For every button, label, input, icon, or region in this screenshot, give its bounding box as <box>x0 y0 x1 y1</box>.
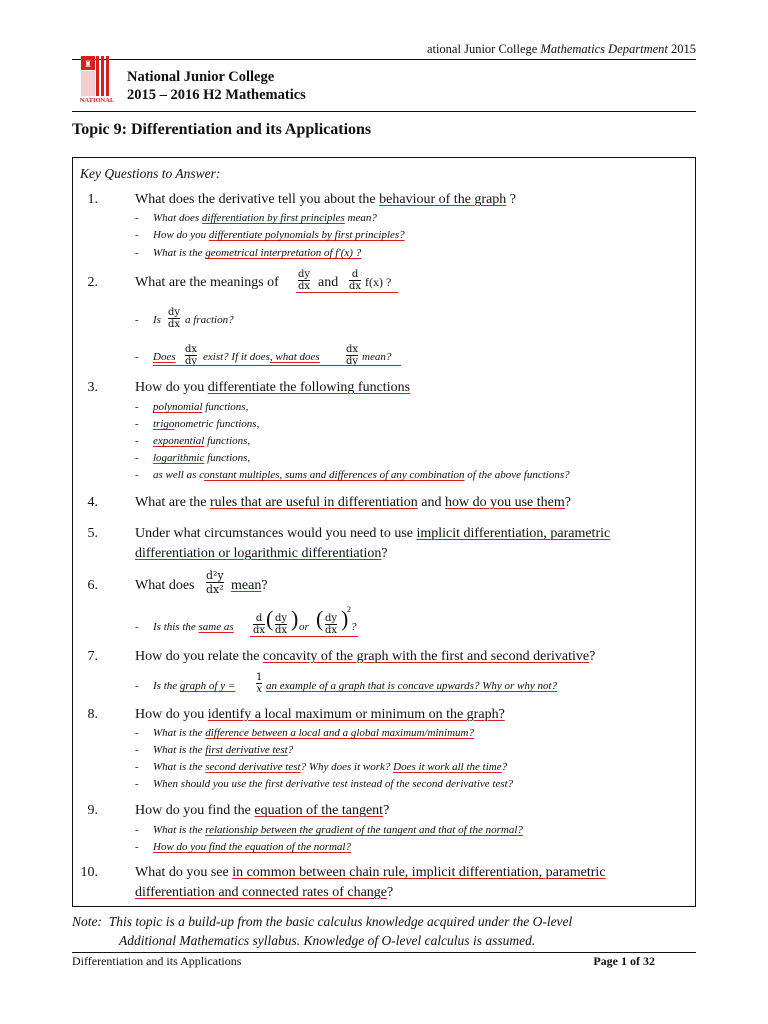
svg-text:NATIONAL: NATIONAL <box>79 97 115 104</box>
question-number: 5. <box>87 526 98 541</box>
running-header: ational Junior College Mathematics Department 2015 <box>426 42 696 56</box>
question-3-sub-2: trigonometric functions, <box>153 418 260 430</box>
question-1: What does the derivative tell you about the behaviour of the graph ? <box>135 192 516 207</box>
note: Note: This topic is a build-up from the basic calculus knowledge acquired under the O-level Additional Mathematics syllabus. Knowledge of O-level calculus is assumed. <box>72 914 573 948</box>
page-number: Page 1 of 32 <box>593 954 655 968</box>
question-8-sub-4: When should you use the first derivative test instead of the second derivative test? <box>153 778 514 790</box>
question-1-sub-2: How do you differentiate polynomials by first principles? <box>153 229 405 241</box>
question-7-sub-1: Is the graph of y = <box>153 680 236 692</box>
question-3-sub-4: logarithmic functions, <box>153 452 251 464</box>
topic-title: Topic 9: Differentiation and its Applications <box>72 121 372 138</box>
question-10-line-2: differentiation and connected rates of change? <box>135 885 394 900</box>
svg-text:♜: ♜ <box>83 60 93 70</box>
question-2-sub-2: Does <box>153 351 176 363</box>
question-8: How do you identify a local maximum or minimum on the graph? <box>135 707 505 722</box>
question-5-line-1: Under what circumstances would you need to use implicit differentiation, parametric <box>135 526 611 541</box>
question-3-sub-1: polynomial functions, <box>153 401 249 413</box>
question-8-sub-3: What is the second derivative test? Why does it work? Does it work all the time? <box>153 761 508 773</box>
footer-title: Differentiation and its Applications <box>72 954 242 968</box>
question-2-sub-1: Is <box>153 314 161 326</box>
question-number: 8. <box>87 707 98 722</box>
question-number: 2. <box>87 275 98 290</box>
fraction-dy-dx: $\frac{dy}{dx}$ <box>298 269 311 292</box>
fraction-1-x: $\frac{1}{x}$ <box>256 672 263 695</box>
question-8-sub-1: What is the difference between a local and a global maximum/minimum? <box>153 727 474 739</box>
college-block <box>127 68 306 104</box>
question-number: 3. <box>87 380 98 395</box>
fraction-dx-dy: $\frac{dx}{dy}$ <box>346 344 359 367</box>
question-3-sub-5: as well as constant multiples, sums and differences of any combination of the above functions? <box>153 469 570 481</box>
question-9-sub-2: How do you find the equation of the normal? <box>153 841 351 853</box>
fraction-dy-dx: $\frac{dy}{dx}$ <box>275 613 288 636</box>
underline-mark <box>153 365 401 366</box>
question-number: 10. <box>80 865 98 880</box>
question-number: 9. <box>87 803 98 818</box>
underline-mark <box>296 292 398 293</box>
question-number: 6. <box>87 578 98 593</box>
title-rule <box>72 111 696 112</box>
fraction-dx-dy: $\frac{dx}{dy}$ <box>185 344 198 367</box>
f-of-x: f(x) ? <box>365 275 392 289</box>
fraction-dy-dx: $\frac{dy}{dx}$ <box>325 613 338 636</box>
question-1-sub-3: What is the geometrical interpretation of f′(x) ? <box>153 247 362 259</box>
question-2: What are the meanings of <box>135 275 279 290</box>
header-rule <box>72 59 696 60</box>
college-logo <box>72 56 122 104</box>
question-10-line-1: What do you see in common between chain rule, implicit differentiation, parametric <box>135 865 606 880</box>
question-6: What does <box>135 578 195 593</box>
question-4: What are the rules that are useful in differentiation and how do you use them? <box>135 495 571 510</box>
course-name: 2015 – 2016 H2 Mathematics <box>127 87 306 103</box>
question-6-sub-1: Is this the same as <box>153 621 234 633</box>
question-5-line-2: differentiation or logarithmic differentiation? <box>135 546 388 561</box>
fraction-d-dx: $\frac{d}{dx}$ <box>253 613 266 636</box>
fraction-d-dx: $\frac{d}{dx}$ <box>349 269 362 292</box>
college-name: National Junior College <box>127 69 275 85</box>
question-3-sub-3: exponential functions, <box>153 435 251 447</box>
question-number: 4. <box>87 495 98 510</box>
question-7: How do you relate the concavity of the graph with the first and second derivative? <box>135 649 596 664</box>
key-questions-title: Key Questions to Answer: <box>80 166 221 181</box>
question-8-sub-2: What is the first derivative test? <box>153 744 294 756</box>
fraction-d2y-dx2: $\frac{\text{d²y}}{\text{dx²}}$ <box>206 569 224 596</box>
underline-mark <box>250 636 358 637</box>
question-number: 7. <box>87 649 98 664</box>
question-9-sub-1: What is the relationship between the gradient of the tangent and that of the normal? <box>153 824 523 836</box>
fraction-dy-dx: $\frac{dy}{dx}$ <box>168 307 181 330</box>
question-9: How do you find the equation of the tangent? <box>135 803 390 818</box>
question-1-sub-1: What does differentiation by first principles mean? <box>153 212 377 224</box>
question-number: 1. <box>87 192 98 207</box>
question-3: How do you differentiate the following functions <box>135 380 411 395</box>
footer-rule <box>72 952 696 953</box>
